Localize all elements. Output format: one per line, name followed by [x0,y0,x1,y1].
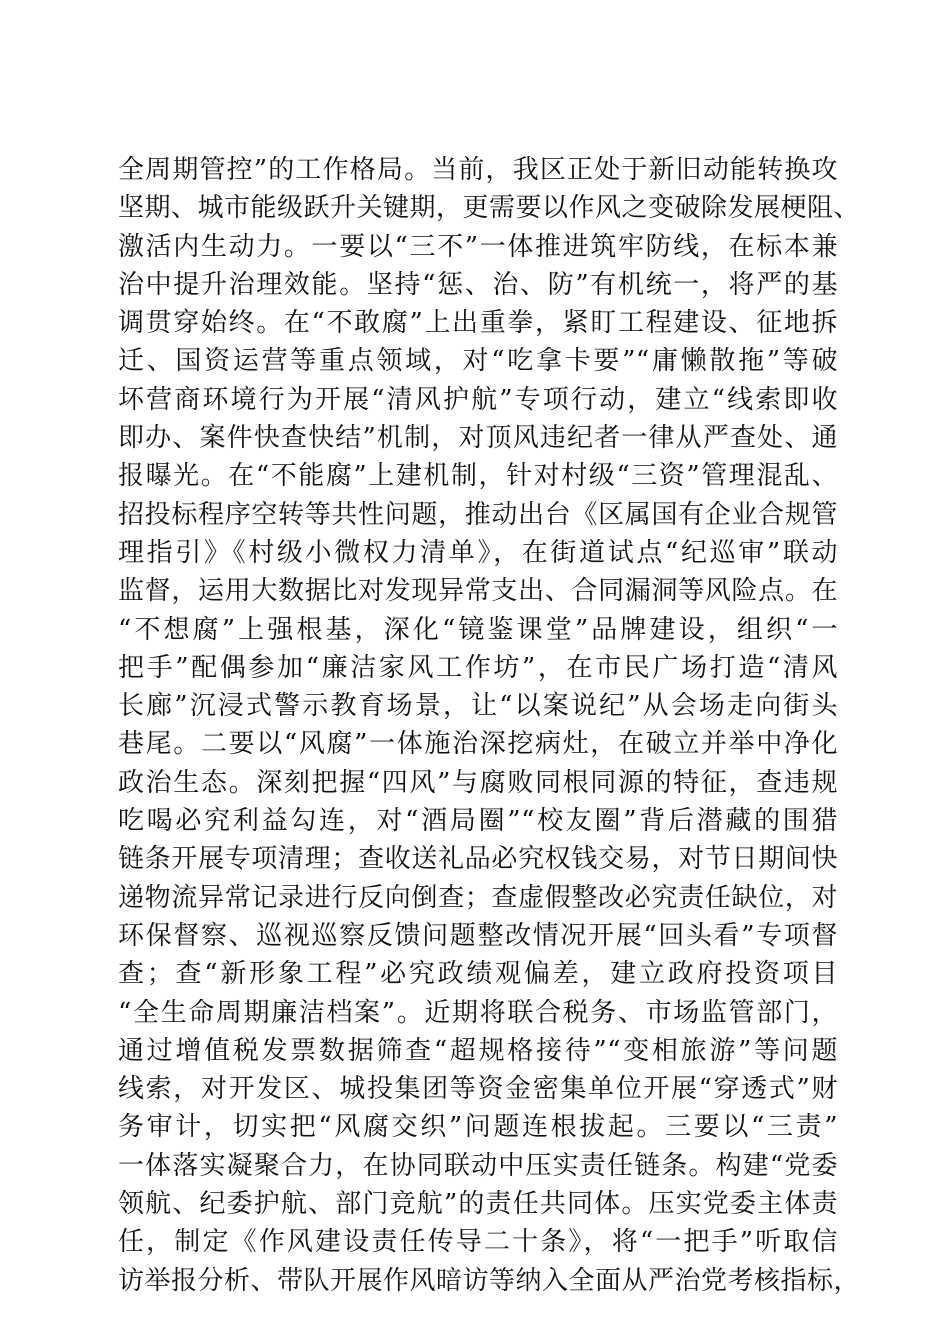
text-line: 递物流异常记录进行反向倒查；查虚假整改必究责任缺位，对 [118,882,838,913]
text-line: 任，制定《作风建设责任传导二十条》，将“一把手”听取信 [118,1227,838,1258]
text-line: 招投标程序空转等共性问题，推动出台《区属国有企业合规管 [118,499,838,530]
text-line: 政治生态。深刻把握“四风”与腐败同根同源的特征，查违规 [118,767,838,798]
text-line: 调贯穿始终。在“不敢腐”上出重拳，紧盯工程建设、征地拆 [118,308,838,339]
text-line: 吃喝必究利益勾连，对“酒局圈”“校友圈”背后潜藏的围猎 [118,806,838,837]
text-line: 监督，运用大数据比对发现异常支出、合同漏洞等风险点。在 [118,576,838,607]
text-line: 即办、案件快查快结”机制，对顶风违纪者一律从严查处、通 [118,423,838,454]
text-line: 环保督察、巡视巡察反馈问题整改情况开展“回头看”专项督 [118,920,838,951]
text-line: 巷尾。二要以“风腐”一体施治深挖病灶，在破立并举中净化 [118,729,838,760]
text-line: 迁、国资运营等重点领域，对“吃拿卡要”“庸懒散拖”等破 [118,346,838,377]
text-line: 全周期管控”的工作格局。当前，我区正处于新旧动能转换攻 [118,155,838,185]
text-line: 理指引》《村级小微权力清单》，在街道试点“纪巡审”联动 [118,537,838,568]
text-line: 领航、纪委护航、部门竞航”的责任共同体。压实党委主体责 [118,1189,838,1220]
text-line: 把手”配偶参加“廉洁家风工作坊”，在市民广场打造“清风 [118,652,838,683]
body-text [118,151,861,1300]
text-line: 访举报分析、带队开展作风暗访等纳入全面从严治党考核指标， [118,1265,861,1296]
text-line: 坚期、城市能级跃升关键期，更需要以作风之变破除发展梗阻、 [118,193,861,224]
text-line: “不想腐”上强根基，深化“镜鉴课堂”品牌建设，组织“一 [118,614,838,645]
text-line: 治中提升治理效能。坚持“惩、治、防”有机统一，将严的基 [118,269,838,300]
text-line: 链条开展专项清理；查收送礼品必究权钱交易，对节日期间快 [118,844,838,875]
text-line: 长廊”沉浸式警示教育场景，让“以案说纪”从会场走向街头 [118,691,838,722]
text-line: 一体落实凝聚合力，在协同联动中压实责任链条。构建“党委 [118,1150,838,1181]
text-line: 报曝光。在“不能腐”上建机制，针对村级“三资”管理混乱、 [118,461,838,492]
text-line: 务审计，切实把“风腐交织”问题连根拔起。三要以“三责” [118,1112,838,1143]
text-line: 查；查“新形象工程”必究政绩观偏差，建立政府投资项目 [118,959,838,990]
text-line: 坏营商环境行为开展“清风护航”专项行动，建立“线索即收 [118,384,838,415]
text-line: 线索，对开发区、城投集团等资金密集单位开展“穿透式”财 [118,1074,838,1105]
text-line: 通过增值税发票数据筛查“超规格接待”“变相旅游”等问题 [118,1035,838,1066]
text-line: “全生命周期廉洁档案”。近期将联合税务、市场监管部门， [118,997,838,1028]
text-line: 激活内生动力。一要以“三不”一体推进筑牢防线，在标本兼 [118,231,838,262]
